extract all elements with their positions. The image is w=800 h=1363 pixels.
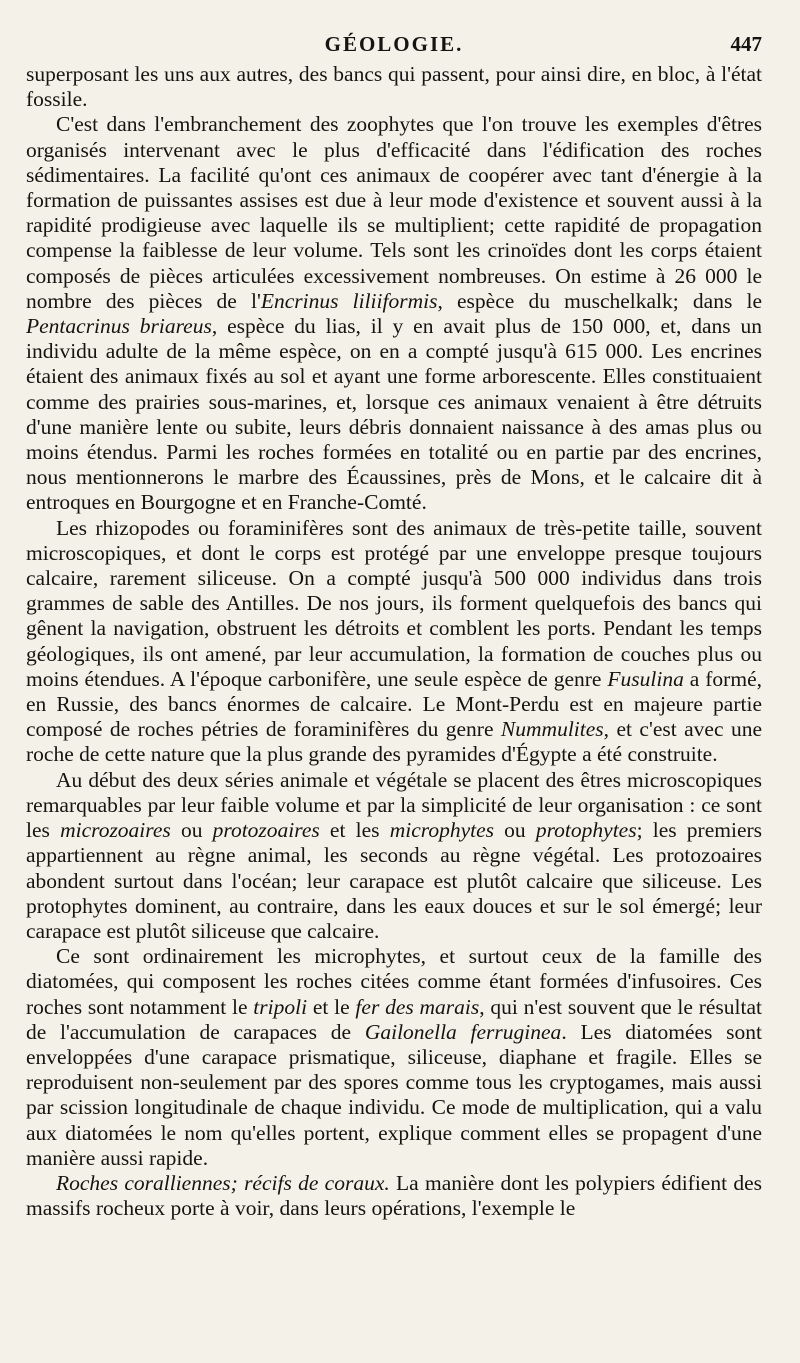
italic-text: microphytes <box>389 818 494 843</box>
text-run: superposant les uns aux autres, des bancs qui passent, pour ainsi dire, en bloc, à l'état fossile. <box>26 62 762 112</box>
text-run: , qui n'est souvent que le résultat de l'accumulation de carapaces de <box>26 994 762 1044</box>
running-title: GÉOLOGIE. <box>324 32 464 56</box>
paragraph <box>26 112 762 515</box>
italic-text: Nummulites <box>500 717 604 742</box>
italic-text: fer des marais <box>355 994 480 1019</box>
italic-text: protozoaires <box>212 818 320 843</box>
paragraph <box>26 768 762 944</box>
text-run: et les <box>319 818 390 843</box>
running-head <box>26 32 762 62</box>
italic-text: Gailonella ferruginea <box>364 1019 562 1044</box>
text-run: , et c'est avec une roche de cette nature que la plus grande des pyramides d'Égypte a été construite. <box>26 717 762 767</box>
text-run: , espèce du muschelkalk; dans le <box>437 288 762 313</box>
italic-text: Encrinus liliiformis <box>260 288 438 313</box>
paragraph <box>26 944 762 1171</box>
italic-text: microzoaires <box>60 818 171 843</box>
text-run: ou <box>494 818 536 843</box>
text-run: ; les premiers appartiennent au règne animal, les seconds au règne végétal. Les protozoaires abondent surtout dans l'océan; leur carapace est plutôt calcaire que siliceuse. Les protophytes dominent, au contraire, dans les eaux douces et sur le sol émergé; leur carapace est plutôt siliceuse que calcaire. <box>26 818 763 943</box>
text-run: La manière dont les polypiers édifient des massifs rocheux porte à voir, dans leurs opérations, l'exemple le <box>26 1170 762 1221</box>
text-run: Au début des deux séries animale et végétale se placent des êtres microscopiques remarquables par leur faible volume et par la simplicité de leur organisation : ce sont les <box>26 767 762 843</box>
page-number: 447 <box>730 32 762 56</box>
text-run: , espèce du lias, il y en avait plus de 150 000, et, dans un individu adulte de la même espèce, on en a compté jusqu'à 615 000. Les encrines étaient des animaux fixés au sol et ayant une forme arborescente. Elles constituaient comme des prairies sous-marines, et, lorsque ces animaux venaient à être détruits d'une manière lente ou subite, leurs débris donnaient naissance à des amas plus ou moins étendus. Parmi les roches formées en totalité ou en partie par des encrines, nous mentionnerons le marbre des Écaussines, près de Mons, et le calcaire dit à entroques en Bourgogne et en Franche-Comté. <box>26 314 762 515</box>
text-run: ou <box>170 818 213 843</box>
paragraph <box>26 1171 762 1221</box>
italic-text: protophytes <box>535 818 637 843</box>
italic-text: Fusulina <box>607 666 684 691</box>
text-run: Les rhizopodes ou foraminifères sont des animaux de très-petite taille, souvent microscopiques, et dont le corps est protégé par une enveloppe presque toujours calcaire, rarement siliceuse. On a compté jusqu'à 500 000 individus dans trois grammes de sable des Antilles. De nos jours, ils forment quelquefois des bancs qui gênent la navigation, obstruent les détroits et comblent les ports. Pendant les temps géologiques, ils ont amené, par leur accumulation, la formation de couches plus ou moins étendues. A l'époque carbonifère, une seule espèce de genre <box>26 515 762 691</box>
paragraph <box>26 516 762 768</box>
italic-text: Pentacrinus briareus <box>26 314 212 339</box>
body-text <box>26 62 762 1221</box>
text-run: Ce sont ordinairement les microphytes, et surtout ceux de la famille des diatomées, qui composent les roches citées comme étant formées d'infusoires. Ces roches sont notamment le <box>26 944 762 1019</box>
text-run: C'est dans l'embranchement des zoophytes que l'on trouve les exemples d'êtres organisés intervenant avec le plus d'efficacité dans l'édification des roches sédimentaires. La facilité qu'ont ces animaux de coopérer avec tant d'énergie à la formation de puissantes assises est due à leur mode d'existence et souvent aussi à la rapidité prodigieuse avec laquelle ils se multiplient; cette rapidité de propagation compense la faiblesse de leur volume. Tels sont les crinoïdes dont les corps étaient composés de pièces articulées excessivement nombreuses. On estime à 26 000 le nombre des pièces de l' <box>26 112 762 313</box>
text-run: et le <box>307 994 356 1019</box>
italic-text: tripoli <box>253 994 308 1019</box>
paragraph <box>26 62 762 112</box>
text-run: a formé, en Russie, des bancs énormes de calcaire. Le Mont-Perdu est en majeure partie composé de roches pétries de foraminifères du genre <box>26 666 762 742</box>
italic-text: Roches coralliennes; récifs de coraux. <box>56 1170 390 1195</box>
text-run: . Les diatomées sont enveloppées d'une carapace prismatique, siliceuse, diaphane et fragile. Elles se reproduisent non-seulement par des spores comme tous les cryptogames, mais aussi par scission longitudinale de chaque individu. Ce mode de multiplication, qui a valu aux diatomées le nom qu'elles portent, explique comment elles se propagent d'une manière aussi rapide. <box>26 1019 762 1170</box>
